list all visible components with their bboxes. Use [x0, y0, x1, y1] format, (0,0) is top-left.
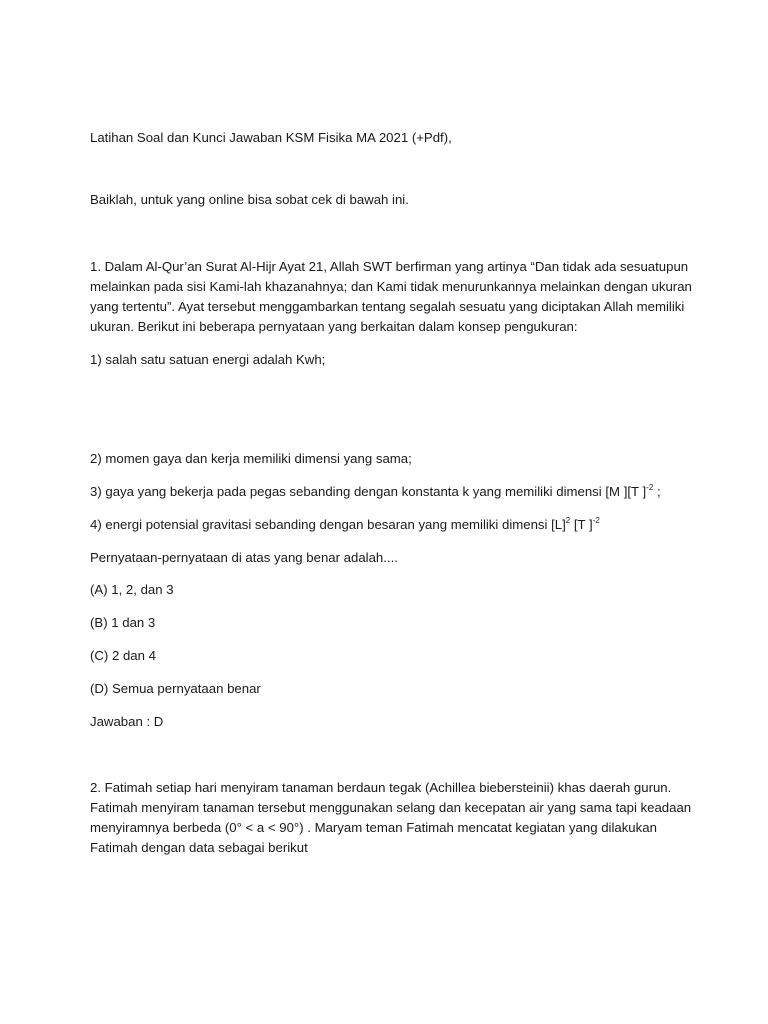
statement-3-end: ; — [653, 484, 661, 499]
statement-4-text: 4) energi potensial gravitasi sebanding dengan besaran yang memiliki dimensi [L] — [90, 517, 566, 532]
statement-1: 1) salah satu satuan energi adalah Kwh; — [90, 352, 326, 367]
question-prompt: Pernyataan-pernyataan di atas yang benar adalah.... — [90, 550, 398, 565]
statement-4-exponent: 2 — [565, 515, 571, 525]
statement-4 — [90, 515, 690, 535]
option-a: (A) 1, 2, dan 3 — [90, 582, 174, 597]
statement-3-exponent: -2 — [646, 482, 654, 492]
option-b: (B) 1 dan 3 — [90, 615, 156, 630]
q2-line: Fatimah dengan data sebagai berikut — [90, 840, 308, 855]
q2-line: 2. Fatimah setiap hari menyiram tanaman berdaun tegak (Achillea biebersteinii) khas daerah gurun. — [90, 780, 672, 795]
answer-text: Jawaban : D — [90, 714, 164, 729]
statement-3-text: 3) gaya yang bekerja pada pegas sebanding dengan konstanta k yang memiliki dimensi [M ][T ] — [90, 484, 647, 499]
document-title: Latihan Soal dan Kunci Jawaban KSM Fisika MA 2021 (+Pdf), — [90, 130, 452, 145]
statement-4-mid: [T ] — [570, 517, 593, 532]
statement-2: 2) momen gaya dan kerja memiliki dimensi yang sama; — [90, 451, 412, 466]
q2-line: Fatimah menyiram tanaman tersebut menggunakan selang dan kecepatan air yang sama tapi keadaan — [90, 800, 692, 815]
q2-line: menyiramnya berbeda (0° < a < 90°) . Maryam teman Fatimah mencatat kegiatan yang dilakukan — [90, 820, 657, 835]
statement-4-exponent: -2 — [592, 515, 600, 525]
q1-line: melainkan pada sisi Kami-lah khazanahnya; dan Kami tidak menurunkannya melainkan dengan ukuran — [90, 279, 692, 294]
option-c: (C) 2 dan 4 — [90, 648, 156, 663]
option-d: (D) Semua pernyataan benar — [90, 681, 261, 696]
q1-line: ukuran. Berikut ini beberapa pernyataan yang berkaitan dalam konsep pengukuran: — [90, 319, 578, 334]
q1-line: yang tertentu”. Ayat tersebut menggambarkan tentang segalah sesuatu yang diciptakan Allah memiliki — [90, 299, 685, 314]
intro-text: Baiklah, untuk yang online bisa sobat cek di bawah ini. — [90, 192, 409, 207]
q1-line: 1. Dalam Al-Qur’an Surat Al-Hijr Ayat 21, Allah SWT berfirman yang artinya “Dan tidak ada sesuatupun — [90, 259, 689, 274]
statement-3 — [90, 482, 690, 502]
